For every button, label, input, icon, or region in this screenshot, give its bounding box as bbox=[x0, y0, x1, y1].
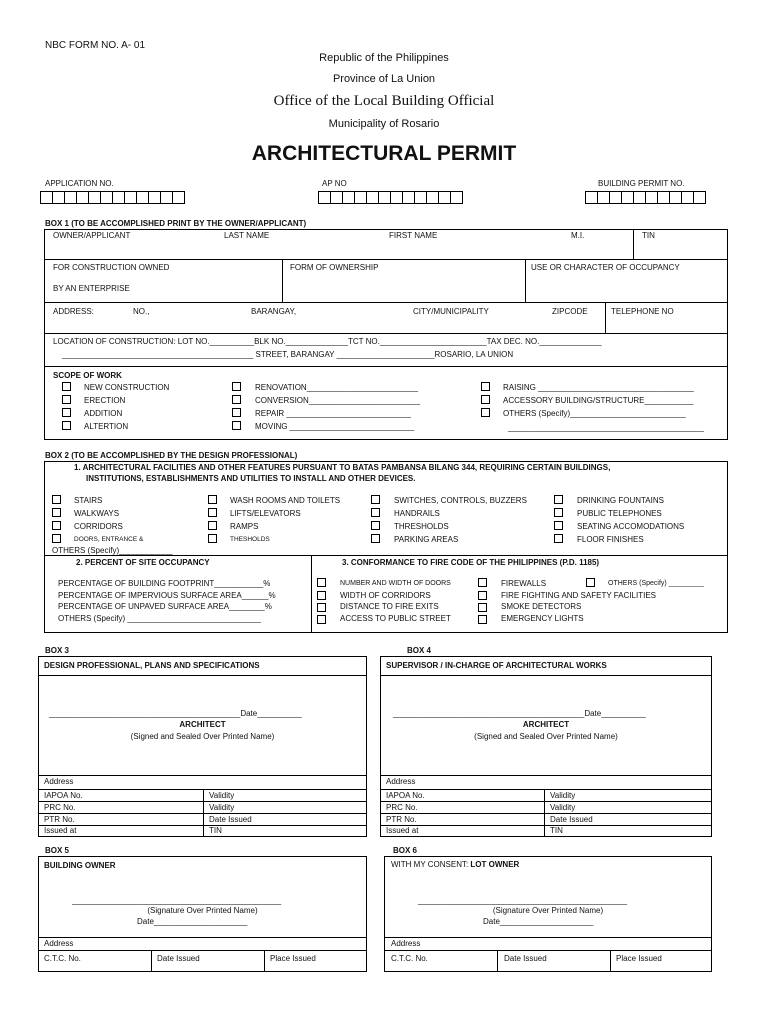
scope-item: ADDITION bbox=[84, 409, 123, 418]
tin-label: TIN bbox=[642, 231, 655, 240]
checkbox-erection[interactable] bbox=[62, 395, 71, 404]
checkbox-addition[interactable] bbox=[62, 408, 71, 417]
building-permit-no-label: BUILDING PERMIT NO. bbox=[598, 179, 685, 188]
box4-row-label: PRC No. bbox=[386, 803, 418, 812]
box3-row-label: Issued at bbox=[44, 826, 77, 835]
last-name-label: LAST NAME bbox=[224, 231, 270, 240]
fire-code-item: DISTANCE TO FIRE EXITS bbox=[340, 602, 439, 611]
by-enterprise-label: BY AN ENTERPRISE bbox=[53, 284, 130, 293]
checkbox-seating[interactable] bbox=[554, 521, 563, 530]
facility-item: DRINKING FOUNTAINS bbox=[577, 496, 664, 505]
scope-item: ALTERTION bbox=[84, 422, 129, 431]
checkbox-fire-exits[interactable] bbox=[317, 603, 326, 612]
location-line-1: LOCATION OF CONSTRUCTION: LOT NO.__________BLK NO.______________TCT NO.________________________TAX DEC. NO.______________ bbox=[53, 337, 602, 346]
facility-item: SWITCHES, CONTROLS, BUZZERS bbox=[394, 496, 527, 505]
box3-sign-line: ___________________________________________Date__________ bbox=[49, 709, 302, 718]
box6-place-issued: Place Issued bbox=[616, 954, 662, 963]
occupancy-item: PERCENTAGE OF IMPERVIOUS SURFACE AREA______% bbox=[58, 591, 276, 600]
scope-item: ACCESSORY BUILDING/STRUCTURE___________ bbox=[503, 396, 694, 405]
box5-sign-line: _______________________________________________ bbox=[72, 896, 282, 905]
box5-date-issued: Date Issued bbox=[157, 954, 200, 963]
building-permit-no-cells[interactable] bbox=[585, 191, 705, 204]
box5-label: BOX 5 bbox=[45, 846, 70, 855]
box3-row-label: PRC No. bbox=[44, 803, 76, 812]
section1-line1: 1. ARCHITECTURAL FACILITIES AND OTHER FEATURES PURSUANT TO BATAS PAMBANSA BILANG 344, REQUIRING CERTAIN BUILDINGS, bbox=[74, 463, 611, 472]
box4-label: BOX 4 bbox=[407, 646, 432, 655]
fire-code-item: ACCESS TO PUBLIC STREET bbox=[340, 614, 451, 623]
checkbox-raising[interactable] bbox=[481, 382, 490, 391]
checkbox-corridors[interactable] bbox=[52, 521, 61, 530]
checkbox-walkways[interactable] bbox=[52, 508, 61, 517]
checkbox-handrails[interactable] bbox=[371, 508, 380, 517]
fire-code-item: FIRE FIGHTING AND SAFETY FACILITIES bbox=[501, 591, 656, 600]
use-of-occupancy-label: USE OR CHARACTER OF OCCUPANCY bbox=[531, 263, 680, 272]
scope-item: ____________________________________________ bbox=[508, 423, 704, 432]
box6-date-issued: Date Issued bbox=[504, 954, 547, 963]
box4-row-label: Date Issued bbox=[550, 815, 593, 824]
scope-title: SCOPE OF WORK bbox=[53, 371, 122, 380]
scope-item: NEW CONSTRUCTION bbox=[84, 383, 170, 392]
box5-sign-note: (Signature Over Printed Name) bbox=[147, 906, 258, 915]
facility-item: THESHOLDS bbox=[230, 536, 270, 543]
box3-row-label: TIN bbox=[209, 826, 222, 835]
box3-row-label: Date Issued bbox=[209, 815, 252, 824]
box4-row-label: Issued at bbox=[386, 826, 419, 835]
scope-item: OTHERS (Specify)__________________________ bbox=[503, 409, 686, 418]
scope-item: RAISING ___________________________________ bbox=[503, 383, 694, 392]
box6-sign-line: _______________________________________________ bbox=[418, 896, 628, 905]
facility-item: THRESHOLDS bbox=[394, 522, 449, 531]
checkbox-firewalls[interactable] bbox=[478, 578, 487, 587]
checkbox-wash-rooms[interactable] bbox=[208, 495, 217, 504]
first-name-label: FIRST NAME bbox=[389, 231, 438, 240]
fire-code-item: FIREWALLS bbox=[501, 579, 547, 588]
occupancy-item: PERCENTAGE OF BUILDING FOOTPRINT___________% bbox=[58, 579, 271, 588]
facility-item: FLOOR FINISHES bbox=[577, 535, 644, 544]
checkbox-others[interactable] bbox=[481, 408, 490, 417]
box4-sign-line: ___________________________________________Date__________ bbox=[393, 709, 646, 718]
checkbox-drinking-fountains[interactable] bbox=[554, 495, 563, 504]
checkbox-public-street[interactable] bbox=[317, 615, 326, 624]
section1-line2: INSTITUTIONS, ESTABLISHMENTS AND UTILITIES TO INSTALL AND OTHER DEVICES. bbox=[86, 474, 416, 483]
box4-role: ARCHITECT bbox=[522, 720, 570, 729]
ap-no-label: AP NO bbox=[322, 179, 347, 188]
telephone-label: TELEPHONE NO bbox=[611, 307, 674, 316]
facility-item: LIFTS/ELEVATORS bbox=[230, 509, 301, 518]
form-of-ownership-label: FORM OF OWNERSHIP bbox=[290, 263, 379, 272]
box6-title: WITH MY CONSENT: LOT OWNER bbox=[391, 860, 520, 869]
checkbox-lifts[interactable] bbox=[208, 508, 217, 517]
checkbox-doors-entrance[interactable] bbox=[52, 534, 61, 543]
facility-others: OTHERS (Specify)____________ bbox=[52, 546, 173, 555]
box3-role: ARCHITECT bbox=[179, 720, 226, 729]
checkbox-renovation[interactable] bbox=[232, 382, 241, 391]
box5-title: BUILDING OWNER bbox=[44, 861, 116, 870]
checkbox-repair[interactable] bbox=[232, 408, 241, 417]
fire-code-others: OTHERS (Specify) _________ bbox=[608, 580, 704, 587]
republic-text: Republic of the Philippines bbox=[319, 52, 449, 64]
box3-label: BOX 3 bbox=[45, 646, 70, 655]
box1-heading: BOX 1 (TO BE ACCOMPLISHED PRINT BY THE OWNER/APPLICANT) bbox=[45, 219, 307, 228]
box2-heading: BOX 2 (TO BE ACCOMPLISHED BY THE DESIGN PROFESSIONAL) bbox=[45, 451, 298, 460]
facility-item: RAMPS bbox=[230, 522, 259, 531]
owner-applicant-label: OWNER/APPLICANT bbox=[53, 231, 131, 240]
barangay-label: BARANGAY, bbox=[251, 307, 297, 316]
scope-item: ERECTION bbox=[84, 396, 126, 405]
box4-container bbox=[380, 656, 712, 837]
box3-title: DESIGN PROFESSIONAL, PLANS AND SPECIFICATIONS bbox=[44, 661, 260, 670]
checkbox-switches[interactable] bbox=[371, 495, 380, 504]
checkbox-public-telephones[interactable] bbox=[554, 508, 563, 517]
form-number: NBC FORM NO. A- 01 bbox=[45, 40, 146, 51]
checkbox-smoke-detectors[interactable] bbox=[478, 603, 487, 612]
office-text: Office of the Local Building Official bbox=[273, 93, 495, 109]
fire-code-item: WIDTH OF CORRIDORS bbox=[340, 591, 431, 600]
checkbox-stairs[interactable] bbox=[52, 495, 61, 504]
application-no-cells[interactable] bbox=[40, 191, 184, 204]
city-label: CITY/MUNICIPALITY bbox=[413, 307, 489, 316]
box5-ctc: C.T.C. No. bbox=[44, 954, 81, 963]
box3-sign-note: (Signed and Sealed Over Printed Name) bbox=[130, 732, 275, 741]
box5-date: Date_____________________ bbox=[137, 917, 248, 926]
facility-item: PUBLIC TELEPHONES bbox=[577, 509, 662, 518]
facility-item: CORRIDORS bbox=[74, 522, 123, 531]
application-no-label: APPLICATION NO. bbox=[45, 179, 114, 188]
section2-title: 2. PERCENT OF SITE OCCUPANCY bbox=[76, 558, 210, 567]
box6-sign-note: (Signature Over Printed Name) bbox=[492, 906, 604, 915]
address-no-label: NO., bbox=[133, 307, 150, 316]
mi-label: M.I. bbox=[571, 231, 585, 240]
municipality-text: Municipality of Rosario bbox=[328, 118, 440, 130]
checkbox-corridor-width[interactable] bbox=[317, 591, 326, 600]
facility-item: HANDRAILS bbox=[394, 509, 440, 518]
box3-row-label: Validity bbox=[209, 803, 235, 812]
ap-no-cells[interactable] bbox=[318, 191, 462, 204]
box3-row-label: Validity bbox=[209, 791, 235, 800]
facility-item: WALKWAYS bbox=[74, 509, 120, 518]
scope-item: CONVERSION_________________________ bbox=[255, 396, 421, 405]
checkbox-new-construction[interactable] bbox=[62, 382, 71, 391]
box3-row-label: IAPOA No. bbox=[44, 791, 83, 800]
box6-label: BOX 6 bbox=[393, 846, 418, 855]
location-line-2: ___________________________________________ STREET, BARANGAY ______________________ROSARIO, LA UNION bbox=[62, 350, 514, 359]
checkbox-parking[interactable] bbox=[371, 534, 380, 543]
facility-item: WASH ROOMS AND TOILETS bbox=[230, 496, 341, 505]
fire-code-item: EMERGENCY LIGHTS bbox=[501, 614, 584, 623]
box3-address: Address bbox=[44, 777, 74, 786]
checkbox-floor-finishes[interactable] bbox=[554, 534, 563, 543]
fire-code-item: SMOKE DETECTORS bbox=[501, 602, 582, 611]
scope-item: REPAIR ____________________________ bbox=[255, 409, 411, 418]
scope-item: RENOVATION_________________________ bbox=[255, 383, 418, 392]
facility-item: PARKING AREAS bbox=[394, 535, 459, 544]
checkbox-thresholds[interactable] bbox=[371, 521, 380, 530]
checkbox-accessory-building[interactable] bbox=[481, 395, 490, 404]
box4-address: Address bbox=[386, 777, 416, 786]
checkbox-emergency-lights[interactable] bbox=[478, 615, 487, 624]
checkbox-conversion[interactable] bbox=[232, 395, 241, 404]
checkbox-fire-fighting[interactable] bbox=[478, 591, 487, 600]
occupancy-item: PERCENTAGE OF UNPAVED SURFACE AREA________% bbox=[58, 602, 272, 611]
checkbox-doors-width[interactable] bbox=[317, 578, 326, 587]
facility-item: DOORS, ENTRANCE & bbox=[74, 536, 144, 543]
facility-item: STAIRS bbox=[74, 496, 103, 505]
box4-row-label: IAPOA No. bbox=[386, 791, 425, 800]
box4-row-label: PTR No. bbox=[386, 815, 417, 824]
address-label: ADDRESS: bbox=[53, 307, 94, 316]
province-text: Province of La Union bbox=[332, 73, 436, 85]
box4-sign-note: (Signed and Sealed Over Printed Name) bbox=[474, 732, 618, 741]
box3-row-label: PTR No. bbox=[44, 815, 75, 824]
checkbox-thesholds[interactable] bbox=[208, 534, 217, 543]
zipcode-label: ZIPCODE bbox=[552, 307, 588, 316]
box6-date: Date_____________________ bbox=[483, 917, 594, 926]
fire-code-item: NUMBER AND WIDTH OF DOORS bbox=[340, 580, 451, 587]
box5-place-issued: Place Issued bbox=[270, 954, 316, 963]
facility-item: SEATING ACCOMODATIONS bbox=[577, 522, 685, 531]
box4-row-label: Validity bbox=[550, 791, 576, 800]
section3-title: 3. CONFORMANCE TO FIRE CODE OF THE PHILIPPINES (P.D. 1185) bbox=[342, 558, 600, 567]
checkbox-moving[interactable] bbox=[232, 421, 241, 430]
checkbox-alteration[interactable] bbox=[62, 421, 71, 430]
checkbox-ramps[interactable] bbox=[208, 521, 217, 530]
box4-title: SUPERVISOR / IN-CHARGE OF ARCHITECTURAL WORKS bbox=[386, 661, 607, 670]
box5-address: Address bbox=[44, 939, 74, 948]
page-title: ARCHITECTURAL PERMIT bbox=[251, 142, 517, 165]
box6-ctc: C.T.C. No. bbox=[391, 954, 428, 963]
box4-row-label: Validity bbox=[550, 803, 576, 812]
scope-item: MOVING ____________________________ bbox=[255, 422, 415, 431]
checkbox-fire-others[interactable] bbox=[586, 578, 595, 587]
construction-owned-label: FOR CONSTRUCTION OWNED bbox=[53, 263, 170, 272]
box6-address: Address bbox=[391, 939, 421, 948]
box4-row-label: TIN bbox=[550, 826, 563, 835]
occupancy-item: OTHERS (Specify) ______________________________ bbox=[58, 614, 261, 623]
